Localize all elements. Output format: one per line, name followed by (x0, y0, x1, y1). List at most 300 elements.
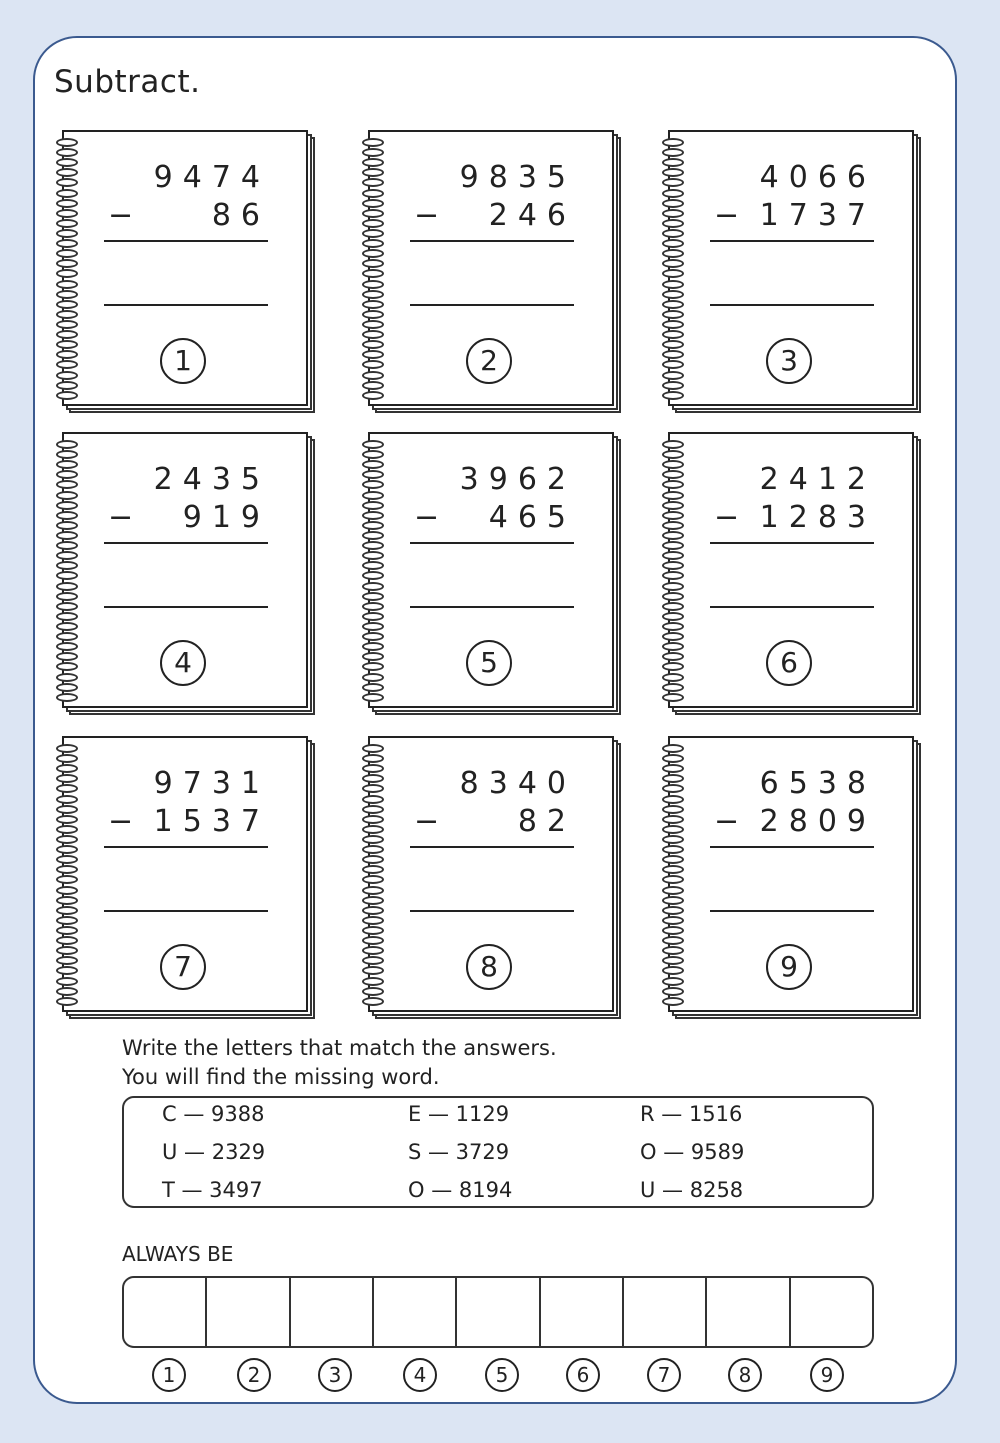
spiral-ring (662, 946, 684, 955)
spiral-ring (56, 259, 78, 268)
spiral-ring (662, 551, 684, 560)
answer-number: 2 (237, 1358, 271, 1392)
spiral-ring (662, 450, 684, 459)
spiral-ring (362, 521, 384, 530)
spiral-ring (56, 652, 78, 661)
spiral-ring (56, 916, 78, 925)
spiral-ring (662, 391, 684, 400)
minuend: 2435 (153, 462, 270, 497)
answer-box-4[interactable] (374, 1278, 457, 1346)
spiral-ring (662, 259, 684, 268)
spiral-ring (362, 269, 384, 278)
problem-number: 6 (766, 640, 812, 686)
spiral-ring (362, 835, 384, 844)
minuend: 6538 (759, 766, 876, 801)
minus-sign: − (714, 500, 740, 535)
spiral-ring (362, 936, 384, 945)
spiral-ring (56, 865, 78, 874)
spiral-ring (56, 886, 78, 895)
spiral-ring (362, 916, 384, 925)
spiral-ring (56, 642, 78, 651)
notebook-problem-5 (368, 432, 624, 716)
spiral-ring (56, 805, 78, 814)
spiral-ring (56, 320, 78, 329)
spiral-ring (362, 592, 384, 601)
spiral-ring (362, 642, 384, 651)
spiral-ring (56, 835, 78, 844)
spiral-binding (56, 440, 84, 702)
spiral-ring (56, 178, 78, 187)
answer-line[interactable] (104, 910, 268, 912)
notebook-page (368, 130, 614, 406)
spiral-ring (662, 612, 684, 621)
spiral-ring (662, 997, 684, 1006)
answer-box-2[interactable] (207, 1278, 290, 1346)
notebook-problem-8 (368, 736, 624, 1020)
spiral-ring (662, 148, 684, 157)
spiral-ring (362, 571, 384, 580)
spiral-ring (362, 561, 384, 570)
spiral-ring (56, 612, 78, 621)
sum-line (410, 846, 574, 848)
spiral-ring (362, 480, 384, 489)
spiral-ring (56, 977, 78, 986)
key-item: O — 9589 (640, 1140, 745, 1164)
spiral-ring (362, 784, 384, 793)
spiral-ring (56, 784, 78, 793)
spiral-ring (56, 280, 78, 289)
sum-line (104, 542, 268, 544)
spiral-ring (56, 774, 78, 783)
spiral-ring (362, 450, 384, 459)
spiral-ring (662, 269, 684, 278)
key-item: O — 8194 (408, 1178, 513, 1202)
spiral-ring (662, 571, 684, 580)
spiral-ring (362, 381, 384, 390)
spiral-ring (362, 320, 384, 329)
spiral-binding (56, 744, 84, 1006)
spiral-ring (56, 239, 78, 248)
key-item: S — 3729 (408, 1140, 510, 1164)
notebook-page (668, 432, 914, 708)
spiral-ring (662, 592, 684, 601)
answer-box-1[interactable] (124, 1278, 207, 1346)
spiral-ring (56, 561, 78, 570)
problem-number: 3 (766, 338, 812, 384)
spiral-ring (362, 280, 384, 289)
spiral-ring (362, 300, 384, 309)
answer-number: 1 (152, 1358, 186, 1392)
spiral-ring (56, 249, 78, 258)
spiral-ring (56, 148, 78, 157)
spiral-ring (662, 280, 684, 289)
answer-line[interactable] (104, 304, 268, 306)
spiral-ring (362, 956, 384, 965)
sum-line (710, 240, 874, 242)
spiral-ring (362, 987, 384, 996)
minus-sign: − (414, 198, 440, 233)
spiral-ring (662, 662, 684, 671)
spiral-ring (56, 845, 78, 854)
sum-line (410, 542, 574, 544)
spiral-ring (662, 602, 684, 611)
spiral-ring (362, 693, 384, 702)
spiral-ring (56, 269, 78, 278)
subtrahend: 82 (517, 804, 576, 839)
answer-box-6[interactable] (541, 1278, 624, 1346)
spiral-ring (362, 977, 384, 986)
spiral-ring (662, 531, 684, 540)
spiral-ring (56, 480, 78, 489)
spiral-ring (362, 683, 384, 692)
spiral-ring (662, 693, 684, 702)
answer-boxes (122, 1276, 874, 1348)
spiral-ring (662, 480, 684, 489)
notebook-problem-7 (62, 736, 318, 1020)
spiral-ring (662, 381, 684, 390)
spiral-ring (56, 440, 78, 449)
answer-line[interactable] (410, 304, 574, 306)
spiral-ring (662, 886, 684, 895)
spiral-ring (362, 865, 384, 874)
spiral-ring (662, 501, 684, 510)
spiral-ring (362, 764, 384, 773)
spiral-ring (362, 855, 384, 864)
key-item: E — 1129 (408, 1102, 510, 1126)
spiral-ring (362, 511, 384, 520)
spiral-ring (662, 977, 684, 986)
spiral-ring (362, 199, 384, 208)
spiral-ring (362, 673, 384, 682)
spiral-ring (662, 632, 684, 641)
sum-line (710, 846, 874, 848)
spiral-ring (362, 622, 384, 631)
spiral-ring (56, 744, 78, 753)
spiral-ring (56, 622, 78, 631)
subtrahend: 919 (182, 500, 270, 535)
notebook-page (368, 432, 614, 708)
spiral-ring (362, 209, 384, 218)
spiral-ring (662, 956, 684, 965)
notebook-problem-3 (668, 130, 924, 414)
answer-number: 5 (485, 1358, 519, 1392)
answer-box-8[interactable] (707, 1278, 790, 1346)
answer-line[interactable] (104, 606, 268, 608)
problem-number: 2 (466, 338, 512, 384)
spiral-ring (56, 521, 78, 530)
spiral-ring (362, 825, 384, 834)
instructions (122, 1034, 557, 1092)
spiral-ring (362, 896, 384, 905)
subtrahend: 465 (488, 500, 576, 535)
spiral-ring (662, 855, 684, 864)
answer-number: 7 (647, 1358, 681, 1392)
spiral-ring (56, 602, 78, 611)
spiral-ring (662, 521, 684, 530)
spiral-ring (56, 926, 78, 935)
spiral-ring (662, 845, 684, 854)
minuend: 9835 (459, 160, 576, 195)
spiral-ring (362, 966, 384, 975)
spiral-ring (362, 551, 384, 560)
notebook-problem-1 (62, 130, 318, 414)
notebook-page (668, 130, 914, 406)
instruction-line-2: You will find the missing word. (122, 1065, 440, 1089)
spiral-ring (56, 381, 78, 390)
spiral-ring (56, 946, 78, 955)
spiral-ring (56, 997, 78, 1006)
spiral-ring (662, 249, 684, 258)
spiral-ring (662, 460, 684, 469)
spiral-ring (662, 491, 684, 500)
spiral-ring (362, 744, 384, 753)
spiral-ring (662, 865, 684, 874)
spiral-binding (662, 744, 690, 1006)
spiral-ring (662, 300, 684, 309)
spiral-ring (362, 259, 384, 268)
problem-number: 9 (766, 944, 812, 990)
spiral-ring (362, 602, 384, 611)
answer-line[interactable] (410, 910, 574, 912)
spiral-ring (662, 371, 684, 380)
subtrahend: 1537 (153, 804, 270, 839)
key-item: C — 9388 (162, 1102, 265, 1126)
spiral-ring (56, 219, 78, 228)
spiral-ring (662, 541, 684, 550)
page-title: Subtract. (54, 64, 201, 100)
spiral-ring (362, 340, 384, 349)
spiral-ring (662, 290, 684, 299)
spiral-ring (662, 561, 684, 570)
notebook-problem-9 (668, 736, 924, 1020)
answer-box-9[interactable] (791, 1278, 872, 1346)
spiral-ring (662, 320, 684, 329)
spiral-ring (662, 744, 684, 753)
spiral-ring (56, 360, 78, 369)
key-item: T — 3497 (162, 1178, 263, 1202)
spiral-ring (56, 229, 78, 238)
spiral-ring (56, 906, 78, 915)
subtrahend: 246 (488, 198, 576, 233)
spiral-ring (56, 987, 78, 996)
spiral-ring (662, 470, 684, 479)
spiral-ring (362, 189, 384, 198)
spiral-ring (362, 582, 384, 591)
spiral-ring (56, 592, 78, 601)
minus-sign: − (714, 804, 740, 839)
spiral-ring (362, 460, 384, 469)
spiral-ring (662, 875, 684, 884)
spiral-ring (56, 350, 78, 359)
subtrahend: 1737 (759, 198, 876, 233)
spiral-ring (662, 774, 684, 783)
problem-number: 7 (160, 944, 206, 990)
spiral-ring (56, 501, 78, 510)
problem-grid (52, 128, 922, 1018)
spiral-ring (662, 239, 684, 248)
spiral-ring (362, 219, 384, 228)
answer-number: 3 (318, 1358, 352, 1392)
spiral-ring (362, 632, 384, 641)
spiral-ring (662, 330, 684, 339)
spiral-ring (362, 350, 384, 359)
minus-sign: − (108, 500, 134, 535)
spiral-ring (362, 875, 384, 884)
spiral-ring (362, 886, 384, 895)
spiral-binding (362, 440, 390, 702)
spiral-ring (362, 997, 384, 1006)
sum-line (104, 846, 268, 848)
spiral-ring (56, 815, 78, 824)
spiral-ring (662, 815, 684, 824)
sum-line (104, 240, 268, 242)
answer-box-5[interactable] (457, 1278, 540, 1346)
spiral-ring (362, 652, 384, 661)
spiral-ring (662, 896, 684, 905)
spiral-ring (362, 290, 384, 299)
spiral-ring (362, 249, 384, 258)
spiral-ring (362, 946, 384, 955)
spiral-binding (362, 744, 390, 1006)
spiral-ring (662, 310, 684, 319)
answer-line[interactable] (710, 606, 874, 608)
spiral-ring (662, 511, 684, 520)
spiral-ring (362, 531, 384, 540)
minus-sign: − (108, 804, 134, 839)
spiral-binding (662, 138, 690, 400)
spiral-ring (56, 491, 78, 500)
spiral-ring (662, 189, 684, 198)
spiral-ring (662, 229, 684, 238)
spiral-ring (56, 168, 78, 177)
key-item: U — 2329 (162, 1140, 266, 1164)
spiral-binding (56, 138, 84, 400)
spiral-ring (56, 531, 78, 540)
spiral-ring (56, 300, 78, 309)
spiral-ring (56, 450, 78, 459)
spiral-ring (662, 168, 684, 177)
spiral-ring (662, 199, 684, 208)
spiral-ring (362, 815, 384, 824)
spiral-ring (362, 795, 384, 804)
spiral-ring (362, 906, 384, 915)
spiral-ring (56, 189, 78, 198)
spiral-ring (362, 754, 384, 763)
spiral-ring (662, 764, 684, 773)
answer-box-3[interactable] (291, 1278, 374, 1346)
spiral-ring (56, 371, 78, 380)
spiral-ring (662, 683, 684, 692)
spiral-ring (662, 178, 684, 187)
spiral-ring (56, 340, 78, 349)
notebook-page (62, 432, 308, 708)
sum-line (710, 542, 874, 544)
spiral-ring (362, 138, 384, 147)
spiral-ring (662, 966, 684, 975)
answer-box-7[interactable] (624, 1278, 707, 1346)
spiral-ring (362, 310, 384, 319)
spiral-ring (56, 683, 78, 692)
spiral-ring (362, 229, 384, 238)
spiral-ring (662, 906, 684, 915)
spiral-ring (662, 209, 684, 218)
spiral-ring (56, 795, 78, 804)
notebook-page (668, 736, 914, 1012)
spiral-ring (362, 926, 384, 935)
spiral-ring (56, 199, 78, 208)
spiral-ring (362, 158, 384, 167)
notebook-page (62, 130, 308, 406)
spiral-ring (362, 178, 384, 187)
spiral-ring (56, 966, 78, 975)
spiral-ring (662, 642, 684, 651)
spiral-ring (362, 440, 384, 449)
minuend: 2412 (759, 462, 876, 497)
answer-prefix: ALWAYS BE (122, 1242, 234, 1266)
spiral-ring (662, 754, 684, 763)
spiral-ring (56, 936, 78, 945)
spiral-ring (662, 360, 684, 369)
spiral-ring (662, 219, 684, 228)
spiral-ring (662, 795, 684, 804)
spiral-ring (362, 148, 384, 157)
key-item: R — 1516 (640, 1102, 743, 1126)
spiral-ring (56, 310, 78, 319)
spiral-ring (362, 470, 384, 479)
answer-line[interactable] (710, 304, 874, 306)
minuend: 8340 (459, 766, 576, 801)
spiral-ring (662, 158, 684, 167)
spiral-ring (662, 622, 684, 631)
spiral-ring (56, 956, 78, 965)
spiral-ring (56, 632, 78, 641)
spiral-ring (362, 774, 384, 783)
spiral-ring (662, 916, 684, 925)
spiral-ring (56, 551, 78, 560)
subtrahend: 86 (211, 198, 270, 233)
spiral-ring (662, 582, 684, 591)
spiral-ring (662, 440, 684, 449)
spiral-ring (56, 330, 78, 339)
spiral-ring (56, 825, 78, 834)
spiral-ring (362, 391, 384, 400)
spiral-ring (56, 209, 78, 218)
subtrahend: 2809 (759, 804, 876, 839)
spiral-ring (56, 875, 78, 884)
spiral-binding (662, 440, 690, 702)
instruction-line-1: Write the letters that match the answers. (122, 1036, 557, 1060)
spiral-ring (362, 360, 384, 369)
spiral-ring (56, 662, 78, 671)
spiral-ring (56, 511, 78, 520)
spiral-ring (362, 239, 384, 248)
spiral-ring (56, 693, 78, 702)
minuend: 4066 (759, 160, 876, 195)
letter-key-box (122, 1096, 874, 1208)
answer-line[interactable] (710, 910, 874, 912)
spiral-ring (362, 371, 384, 380)
spiral-ring (662, 805, 684, 814)
answer-number: 6 (566, 1358, 600, 1392)
spiral-ring (362, 845, 384, 854)
answer-line[interactable] (410, 606, 574, 608)
minuend: 9474 (153, 160, 270, 195)
minus-sign: − (108, 198, 134, 233)
spiral-ring (56, 138, 78, 147)
spiral-ring (362, 612, 384, 621)
spiral-ring (662, 926, 684, 935)
spiral-ring (662, 825, 684, 834)
